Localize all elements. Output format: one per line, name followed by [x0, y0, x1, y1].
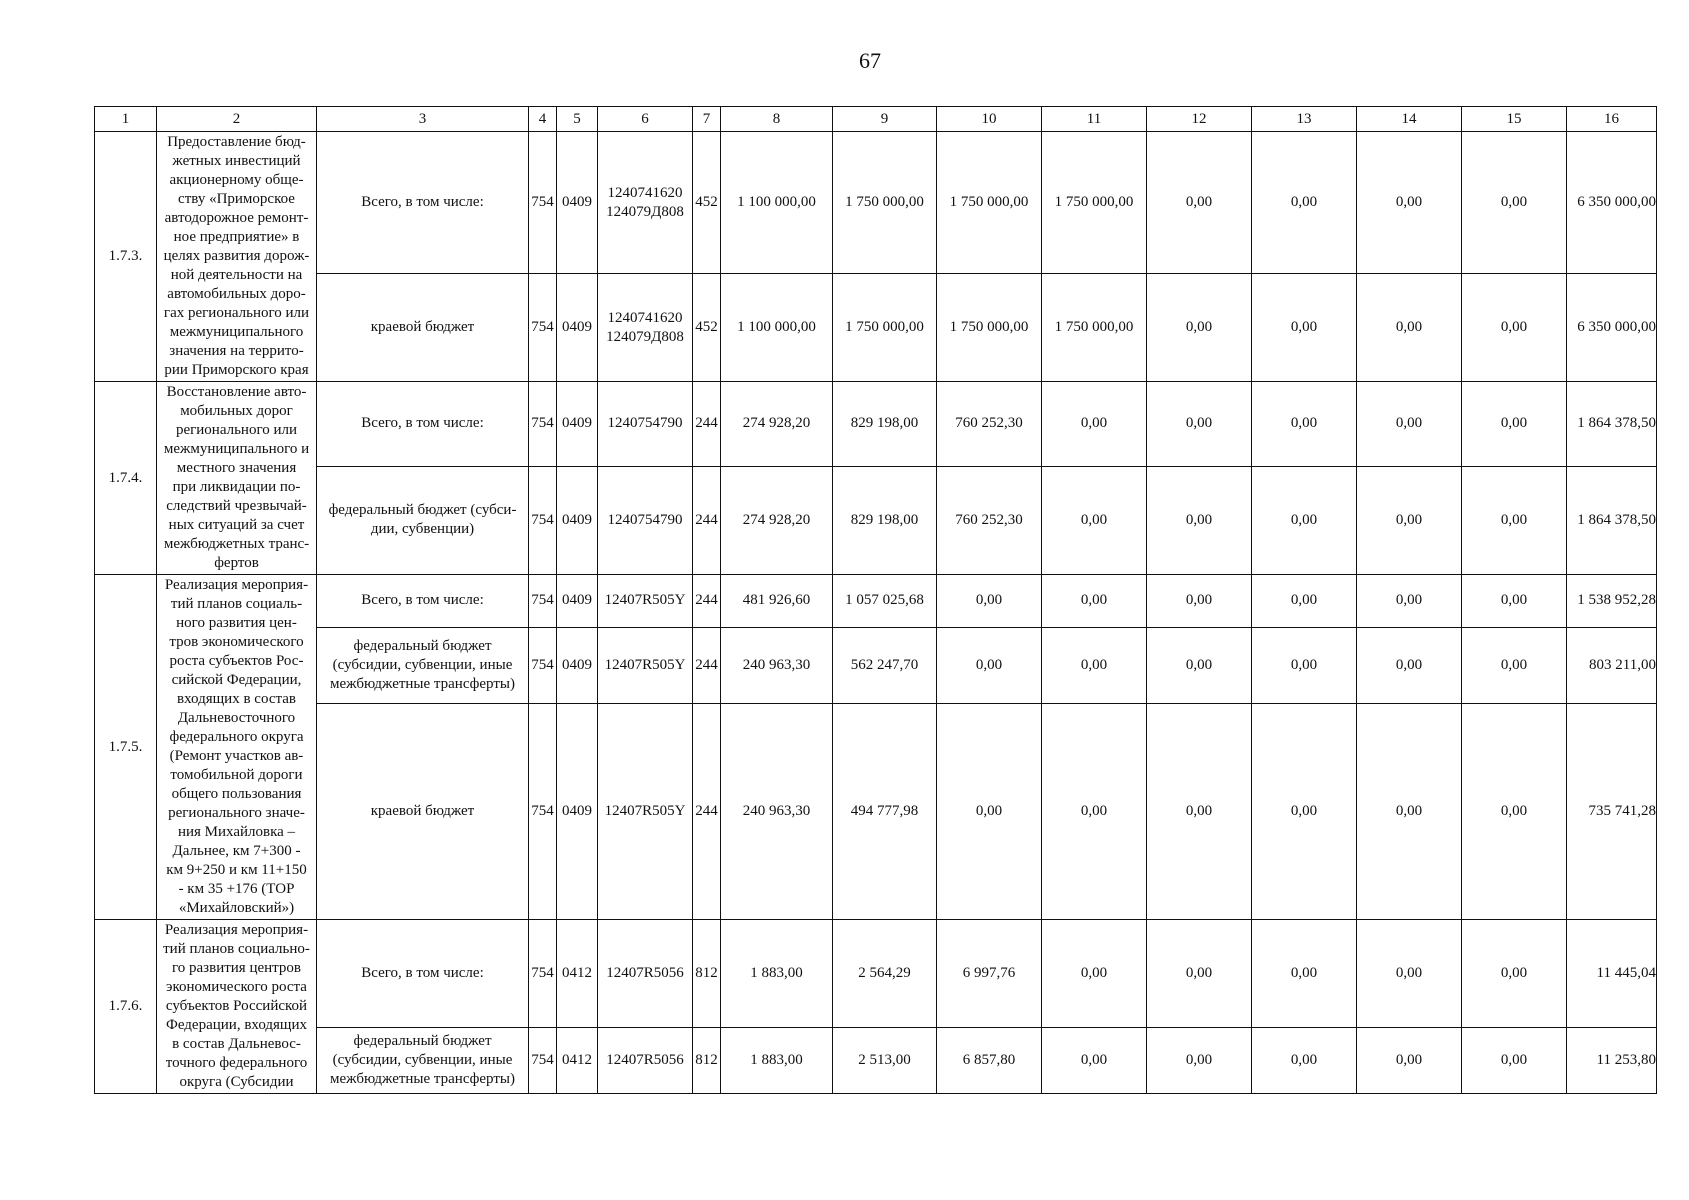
section-code-cell: 0409: [557, 575, 598, 628]
measure-name-cell: Реализация мероприя- тий планов социаль- ного развития цен- тров экономического роста субъектов Рос- сийской Федерации, входящих в состав Дальневосточного федерального округа (Ремонт участков ав- томобильной дороги общего пользования регионального значе- ния Михайловка – Дальнее, км 7+300 - км 9+250 и км 11+150 - км 35 +176 (ТОР «Михайловский»): [157, 575, 317, 920]
section-code-cell: 0409: [557, 466, 598, 574]
amount-col-12: 0,00: [1147, 704, 1252, 920]
total-amount-cell: 803 211,00: [1567, 627, 1657, 703]
funding-source-cell: краевой бюджет: [317, 274, 529, 382]
amount-col-10: 6 997,76: [937, 920, 1042, 1028]
amount-col-13: 0,00: [1252, 382, 1357, 467]
amount-col-10: 1 750 000,00: [937, 274, 1042, 382]
total-amount-cell: 6 350 000,00: [1567, 132, 1657, 274]
amount-col-14: 0,00: [1357, 704, 1462, 920]
target-article-cell: 12407R5056: [598, 1027, 693, 1093]
column-number-2: 2: [157, 107, 317, 132]
amount-col-9: 2 513,00: [833, 1027, 937, 1093]
column-number-10: 10: [937, 107, 1042, 132]
amount-col-10: 6 857,80: [937, 1027, 1042, 1093]
amount-col-11: 0,00: [1042, 704, 1147, 920]
amount-col-8: 1 100 000,00: [721, 274, 833, 382]
target-article-cell: 12407R505Y: [598, 704, 693, 920]
measure-number-cell: 1.7.3.: [95, 132, 157, 382]
target-article-cell: 12407R505Y: [598, 575, 693, 628]
amount-col-15: 0,00: [1462, 466, 1567, 574]
expense-type-cell: 244: [693, 704, 721, 920]
funding-source-cell: Всего, в том числе:: [317, 132, 529, 274]
amount-col-14: 0,00: [1357, 575, 1462, 628]
page-number: 67: [859, 48, 881, 73]
amount-col-10: 760 252,30: [937, 466, 1042, 574]
table-row: [95, 704, 1657, 920]
amount-col-13: 0,00: [1252, 466, 1357, 574]
amount-col-15: 0,00: [1462, 274, 1567, 382]
amount-col-11: 1 750 000,00: [1042, 274, 1147, 382]
amount-col-14: 0,00: [1357, 920, 1462, 1028]
funding-source-cell: краевой бюджет: [317, 704, 529, 920]
column-number-5: 5: [557, 107, 598, 132]
amount-col-11: 0,00: [1042, 627, 1147, 703]
total-amount-cell: 1 864 378,50: [1567, 466, 1657, 574]
table-row: [95, 575, 1657, 628]
table-row: [95, 1027, 1657, 1093]
amount-col-12: 0,00: [1147, 466, 1252, 574]
table-row: [95, 132, 1657, 274]
column-number-9: 9: [833, 107, 937, 132]
expense-type-cell: 244: [693, 466, 721, 574]
amount-col-14: 0,00: [1357, 1027, 1462, 1093]
total-amount-cell: 1 538 952,28: [1567, 575, 1657, 628]
amount-col-11: 1 750 000,00: [1042, 132, 1147, 274]
measure-number-cell: 1.7.6.: [95, 920, 157, 1094]
column-number-4: 4: [529, 107, 557, 132]
amount-col-12: 0,00: [1147, 627, 1252, 703]
amount-col-8: 481 926,60: [721, 575, 833, 628]
section-code-cell: 0409: [557, 627, 598, 703]
funding-source-cell: федеральный бюджет (субсидии, субвенции, иные межбюджетные трансферты): [317, 627, 529, 703]
funding-source-cell: Всего, в том числе:: [317, 382, 529, 467]
total-amount-cell: 11 445,04: [1567, 920, 1657, 1028]
ministry-code-cell: 754: [529, 1027, 557, 1093]
column-number-1: 1: [95, 107, 157, 132]
section-code-cell: 0409: [557, 274, 598, 382]
target-article-cell: 1240741620 124079Д808: [598, 274, 693, 382]
column-number-8: 8: [721, 107, 833, 132]
amount-col-14: 0,00: [1357, 382, 1462, 467]
amount-col-9: 829 198,00: [833, 382, 937, 467]
amount-col-15: 0,00: [1462, 627, 1567, 703]
target-article-cell: 1240741620 124079Д808: [598, 132, 693, 274]
table-row: [95, 627, 1657, 703]
ministry-code-cell: 754: [529, 704, 557, 920]
ministry-code-cell: 754: [529, 382, 557, 467]
column-number-16: 16: [1567, 107, 1657, 132]
target-article-cell: 1240754790: [598, 382, 693, 467]
amount-col-15: 0,00: [1462, 382, 1567, 467]
amount-col-15: 0,00: [1462, 920, 1567, 1028]
amount-col-13: 0,00: [1252, 274, 1357, 382]
amount-col-8: 274 928,20: [721, 466, 833, 574]
column-number-13: 13: [1252, 107, 1357, 132]
amount-col-11: 0,00: [1042, 382, 1147, 467]
amount-col-9: 494 777,98: [833, 704, 937, 920]
table-row: [95, 466, 1657, 574]
expense-type-cell: 244: [693, 575, 721, 628]
amount-col-12: 0,00: [1147, 274, 1252, 382]
amount-col-14: 0,00: [1357, 132, 1462, 274]
amount-col-13: 0,00: [1252, 132, 1357, 274]
section-code-cell: 0409: [557, 704, 598, 920]
column-number-3: 3: [317, 107, 529, 132]
measure-name-cell: Предоставление бюд- жетных инвестиций акционерному обще- ству «Приморское автодорожное ремонт- ное предприятие» в целях развития дорож- ной деятельности на автомобильных доро- гах регионального или межмуниципального значения на террито- рии Приморского края: [157, 132, 317, 382]
ministry-code-cell: 754: [529, 920, 557, 1028]
amount-col-9: 562 247,70: [833, 627, 937, 703]
column-number-7: 7: [693, 107, 721, 132]
amount-col-9: 1 750 000,00: [833, 132, 937, 274]
target-article-cell: 12407R505Y: [598, 627, 693, 703]
amount-col-9: 1 750 000,00: [833, 274, 937, 382]
amount-col-13: 0,00: [1252, 627, 1357, 703]
target-article-cell: 12407R5056: [598, 920, 693, 1028]
total-amount-cell: 735 741,28: [1567, 704, 1657, 920]
total-amount-cell: 6 350 000,00: [1567, 274, 1657, 382]
total-amount-cell: 11 253,80: [1567, 1027, 1657, 1093]
amount-col-8: 240 963,30: [721, 627, 833, 703]
section-code-cell: 0412: [557, 920, 598, 1028]
amount-col-8: 240 963,30: [721, 704, 833, 920]
table-row: [95, 920, 1657, 1028]
funding-source-cell: Всего, в том числе:: [317, 920, 529, 1028]
amount-col-15: 0,00: [1462, 1027, 1567, 1093]
expense-type-cell: 244: [693, 627, 721, 703]
amount-col-12: 0,00: [1147, 575, 1252, 628]
funding-source-cell: федеральный бюджет (субси- дии, субвенции): [317, 466, 529, 574]
table-row: [95, 274, 1657, 382]
measure-number-cell: 1.7.4.: [95, 382, 157, 575]
amount-col-15: 0,00: [1462, 704, 1567, 920]
amount-col-14: 0,00: [1357, 627, 1462, 703]
column-number-11: 11: [1042, 107, 1147, 132]
amount-col-8: 1 883,00: [721, 1027, 833, 1093]
amount-col-9: 2 564,29: [833, 920, 937, 1028]
target-article-cell: 1240754790: [598, 466, 693, 574]
amount-col-10: 0,00: [937, 704, 1042, 920]
amount-col-14: 0,00: [1357, 466, 1462, 574]
column-number-row: [95, 107, 1657, 132]
amount-col-8: 1 100 000,00: [721, 132, 833, 274]
section-code-cell: 0409: [557, 132, 598, 274]
amount-col-12: 0,00: [1147, 1027, 1252, 1093]
budget-table: [94, 106, 1657, 1094]
amount-col-13: 0,00: [1252, 1027, 1357, 1093]
expense-type-cell: 244: [693, 382, 721, 467]
expense-type-cell: 812: [693, 920, 721, 1028]
column-number-6: 6: [598, 107, 693, 132]
amount-col-11: 0,00: [1042, 575, 1147, 628]
amount-col-13: 0,00: [1252, 575, 1357, 628]
measure-number-cell: 1.7.5.: [95, 575, 157, 920]
section-code-cell: 0409: [557, 382, 598, 467]
amount-col-9: 1 057 025,68: [833, 575, 937, 628]
amount-col-15: 0,00: [1462, 575, 1567, 628]
amount-col-12: 0,00: [1147, 920, 1252, 1028]
measure-name-cell: Реализация мероприя- тий планов социально- го развития центров экономического роста субъектов Российской Федерации, входящих в состав Дальневос- точного федерального округа (Субсидии: [157, 920, 317, 1094]
ministry-code-cell: 754: [529, 466, 557, 574]
column-number-12: 12: [1147, 107, 1252, 132]
column-number-14: 14: [1357, 107, 1462, 132]
funding-source-cell: Всего, в том числе:: [317, 575, 529, 628]
amount-col-10: 1 750 000,00: [937, 132, 1042, 274]
amount-col-10: 0,00: [937, 575, 1042, 628]
expense-type-cell: 452: [693, 274, 721, 382]
amount-col-12: 0,00: [1147, 132, 1252, 274]
amount-col-10: 0,00: [937, 627, 1042, 703]
amount-col-13: 0,00: [1252, 920, 1357, 1028]
ministry-code-cell: 754: [529, 132, 557, 274]
amount-col-15: 0,00: [1462, 132, 1567, 274]
amount-col-11: 0,00: [1042, 466, 1147, 574]
amount-col-8: 1 883,00: [721, 920, 833, 1028]
ministry-code-cell: 754: [529, 575, 557, 628]
amount-col-8: 274 928,20: [721, 382, 833, 467]
amount-col-14: 0,00: [1357, 274, 1462, 382]
ministry-code-cell: 754: [529, 274, 557, 382]
expense-type-cell: 812: [693, 1027, 721, 1093]
amount-col-11: 0,00: [1042, 1027, 1147, 1093]
total-amount-cell: 1 864 378,50: [1567, 382, 1657, 467]
funding-source-cell: федеральный бюджет (субсидии, субвенции, иные межбюджетные трансферты): [317, 1027, 529, 1093]
expense-type-cell: 452: [693, 132, 721, 274]
amount-col-12: 0,00: [1147, 382, 1252, 467]
amount-col-13: 0,00: [1252, 704, 1357, 920]
ministry-code-cell: 754: [529, 627, 557, 703]
table-row: [95, 382, 1657, 467]
column-number-15: 15: [1462, 107, 1567, 132]
amount-col-9: 829 198,00: [833, 466, 937, 574]
amount-col-11: 0,00: [1042, 920, 1147, 1028]
measure-name-cell: Восстановление авто- мобильных дорог регионального или межмуниципального и местного значения при ликвидации по- следствий чрезвычай- ных ситуаций за счет межбюджетных транс- фертов: [157, 382, 317, 575]
amount-col-10: 760 252,30: [937, 382, 1042, 467]
section-code-cell: 0412: [557, 1027, 598, 1093]
